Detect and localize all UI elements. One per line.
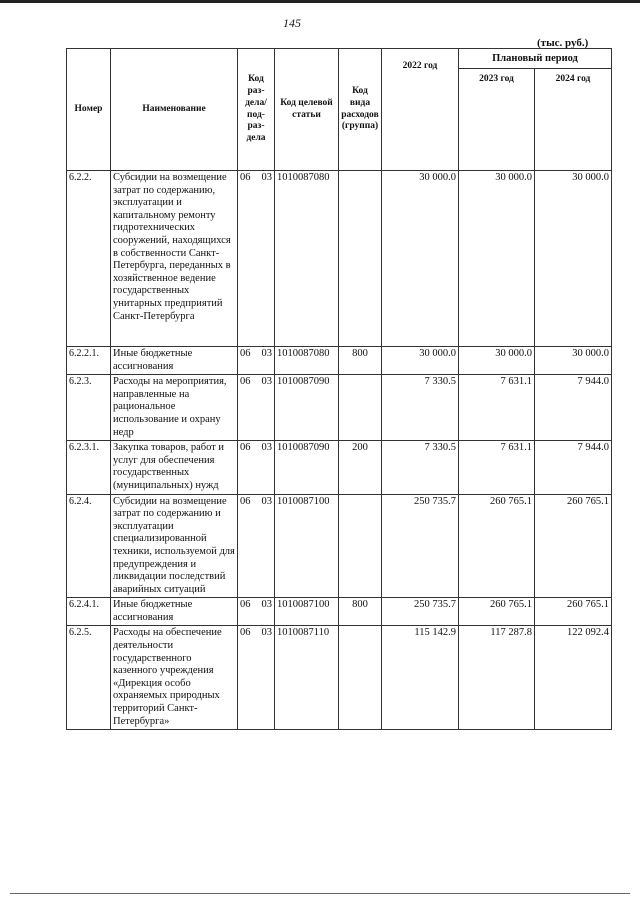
row-number: 6.2.5.	[67, 626, 111, 730]
row-2023: 260 765.1	[459, 598, 535, 626]
row-target: 1010087090	[275, 375, 339, 441]
row-2024: 30 000.0	[535, 171, 612, 347]
units-label: (тыс. руб.)	[537, 37, 589, 49]
row-name: Расходы на мероприятия, направленные на рациональное использование и охрану недр	[111, 375, 238, 441]
row-section: 06	[238, 598, 258, 626]
row-name: Расходы на обеспечение деятельности государственного казенного учреждения «Дирекция особо охраняемых природных территорий Санкт-Петербурга»	[111, 626, 238, 730]
row-subsection: 03	[258, 171, 275, 347]
row-name: Субсидии на возмещение затрат по содержанию и эксплуатации специализированной техники, используемой для предупреждения и ликвидации последствий аварийных ситуаций	[111, 494, 238, 598]
row-subsection: 03	[258, 494, 275, 598]
table-row	[67, 598, 612, 626]
plan-period-header: Плановый период	[459, 49, 612, 69]
row-section: 06	[238, 441, 258, 494]
row-subsection: 03	[258, 441, 275, 494]
col-2024-header: 2024 год	[535, 69, 612, 171]
row-target: 1010087110	[275, 626, 339, 730]
row-number: 6.2.4.	[67, 494, 111, 598]
row-type	[339, 494, 382, 598]
col-number-header: Номер	[67, 49, 111, 171]
row-name: Иные бюджетные ассигнования	[111, 598, 238, 626]
row-section: 06	[238, 494, 258, 598]
row-2024: 7 944.0	[535, 441, 612, 494]
row-subsection: 03	[258, 347, 275, 375]
row-type	[339, 375, 382, 441]
row-2024: 7 944.0	[535, 375, 612, 441]
row-type: 800	[339, 347, 382, 375]
header-row	[67, 49, 612, 69]
row-section: 06	[238, 171, 258, 347]
col-2022-header: 2022 год	[382, 49, 459, 171]
row-2023: 7 631.1	[459, 375, 535, 441]
top-border	[0, 0, 640, 3]
row-type	[339, 171, 382, 347]
row-2023: 117 287.8	[459, 626, 535, 730]
row-target: 1010087080	[275, 171, 339, 347]
row-2022: 250 735.7	[382, 494, 459, 598]
row-2024: 260 765.1	[535, 598, 612, 626]
row-2024: 122 092.4	[535, 626, 612, 730]
row-type: 200	[339, 441, 382, 494]
row-2022: 7 330.5	[382, 375, 459, 441]
row-number: 6.2.2.1.	[67, 347, 111, 375]
table-row	[67, 347, 612, 375]
row-subsection: 03	[258, 626, 275, 730]
col-expense-type-header: Код вида расходов (группа)	[339, 49, 382, 171]
row-section: 06	[238, 626, 258, 730]
row-name: Закупка товаров, работ и услуг для обеспечения государственных (муниципальных) нужд	[111, 441, 238, 494]
row-2022: 7 330.5	[382, 441, 459, 494]
table-row	[67, 494, 612, 598]
row-number: 6.2.4.1.	[67, 598, 111, 626]
row-number: 6.2.3.	[67, 375, 111, 441]
row-2024: 260 765.1	[535, 494, 612, 598]
col-name-header: Наименование	[111, 49, 238, 171]
row-section: 06	[238, 375, 258, 441]
row-type	[339, 626, 382, 730]
row-section: 06	[238, 347, 258, 375]
col-2023-header: 2023 год	[459, 69, 535, 171]
col-target-header: Код целевой статьи	[275, 49, 339, 171]
row-2023: 7 631.1	[459, 441, 535, 494]
page-number: 145	[283, 16, 301, 30]
row-subsection: 03	[258, 375, 275, 441]
row-2024: 30 000.0	[535, 347, 612, 375]
row-name: Субсидии на возмещение затрат по содержанию, эксплуатации и капитальному ремонту гидротехнических сооружений, находящихся в собственности Санкт-Петербурга, переданных в хозяйственное ведение государственных унитарных предприятий Санкт-Петербурга	[111, 171, 238, 347]
row-target: 1010087090	[275, 441, 339, 494]
row-2023: 30 000.0	[459, 347, 535, 375]
row-type: 800	[339, 598, 382, 626]
row-2023: 260 765.1	[459, 494, 535, 598]
col-section-header: Код раз-дела/ под-раз-дела	[238, 49, 275, 171]
row-subsection: 03	[258, 598, 275, 626]
table-row	[67, 375, 612, 441]
row-2022: 115 142.9	[382, 626, 459, 730]
table-row	[67, 171, 612, 347]
row-name: Иные бюджетные ассигнования	[111, 347, 238, 375]
row-2023: 30 000.0	[459, 171, 535, 347]
row-2022: 30 000.0	[382, 171, 459, 347]
row-2022: 30 000.0	[382, 347, 459, 375]
budget-table	[66, 48, 612, 730]
row-2022: 250 735.7	[382, 598, 459, 626]
row-target: 1010087080	[275, 347, 339, 375]
row-number: 6.2.2.	[67, 171, 111, 347]
row-number: 6.2.3.1.	[67, 441, 111, 494]
bottom-border	[10, 893, 630, 894]
table-row	[67, 441, 612, 494]
row-target: 1010087100	[275, 598, 339, 626]
row-target: 1010087100	[275, 494, 339, 598]
table-row	[67, 626, 612, 730]
